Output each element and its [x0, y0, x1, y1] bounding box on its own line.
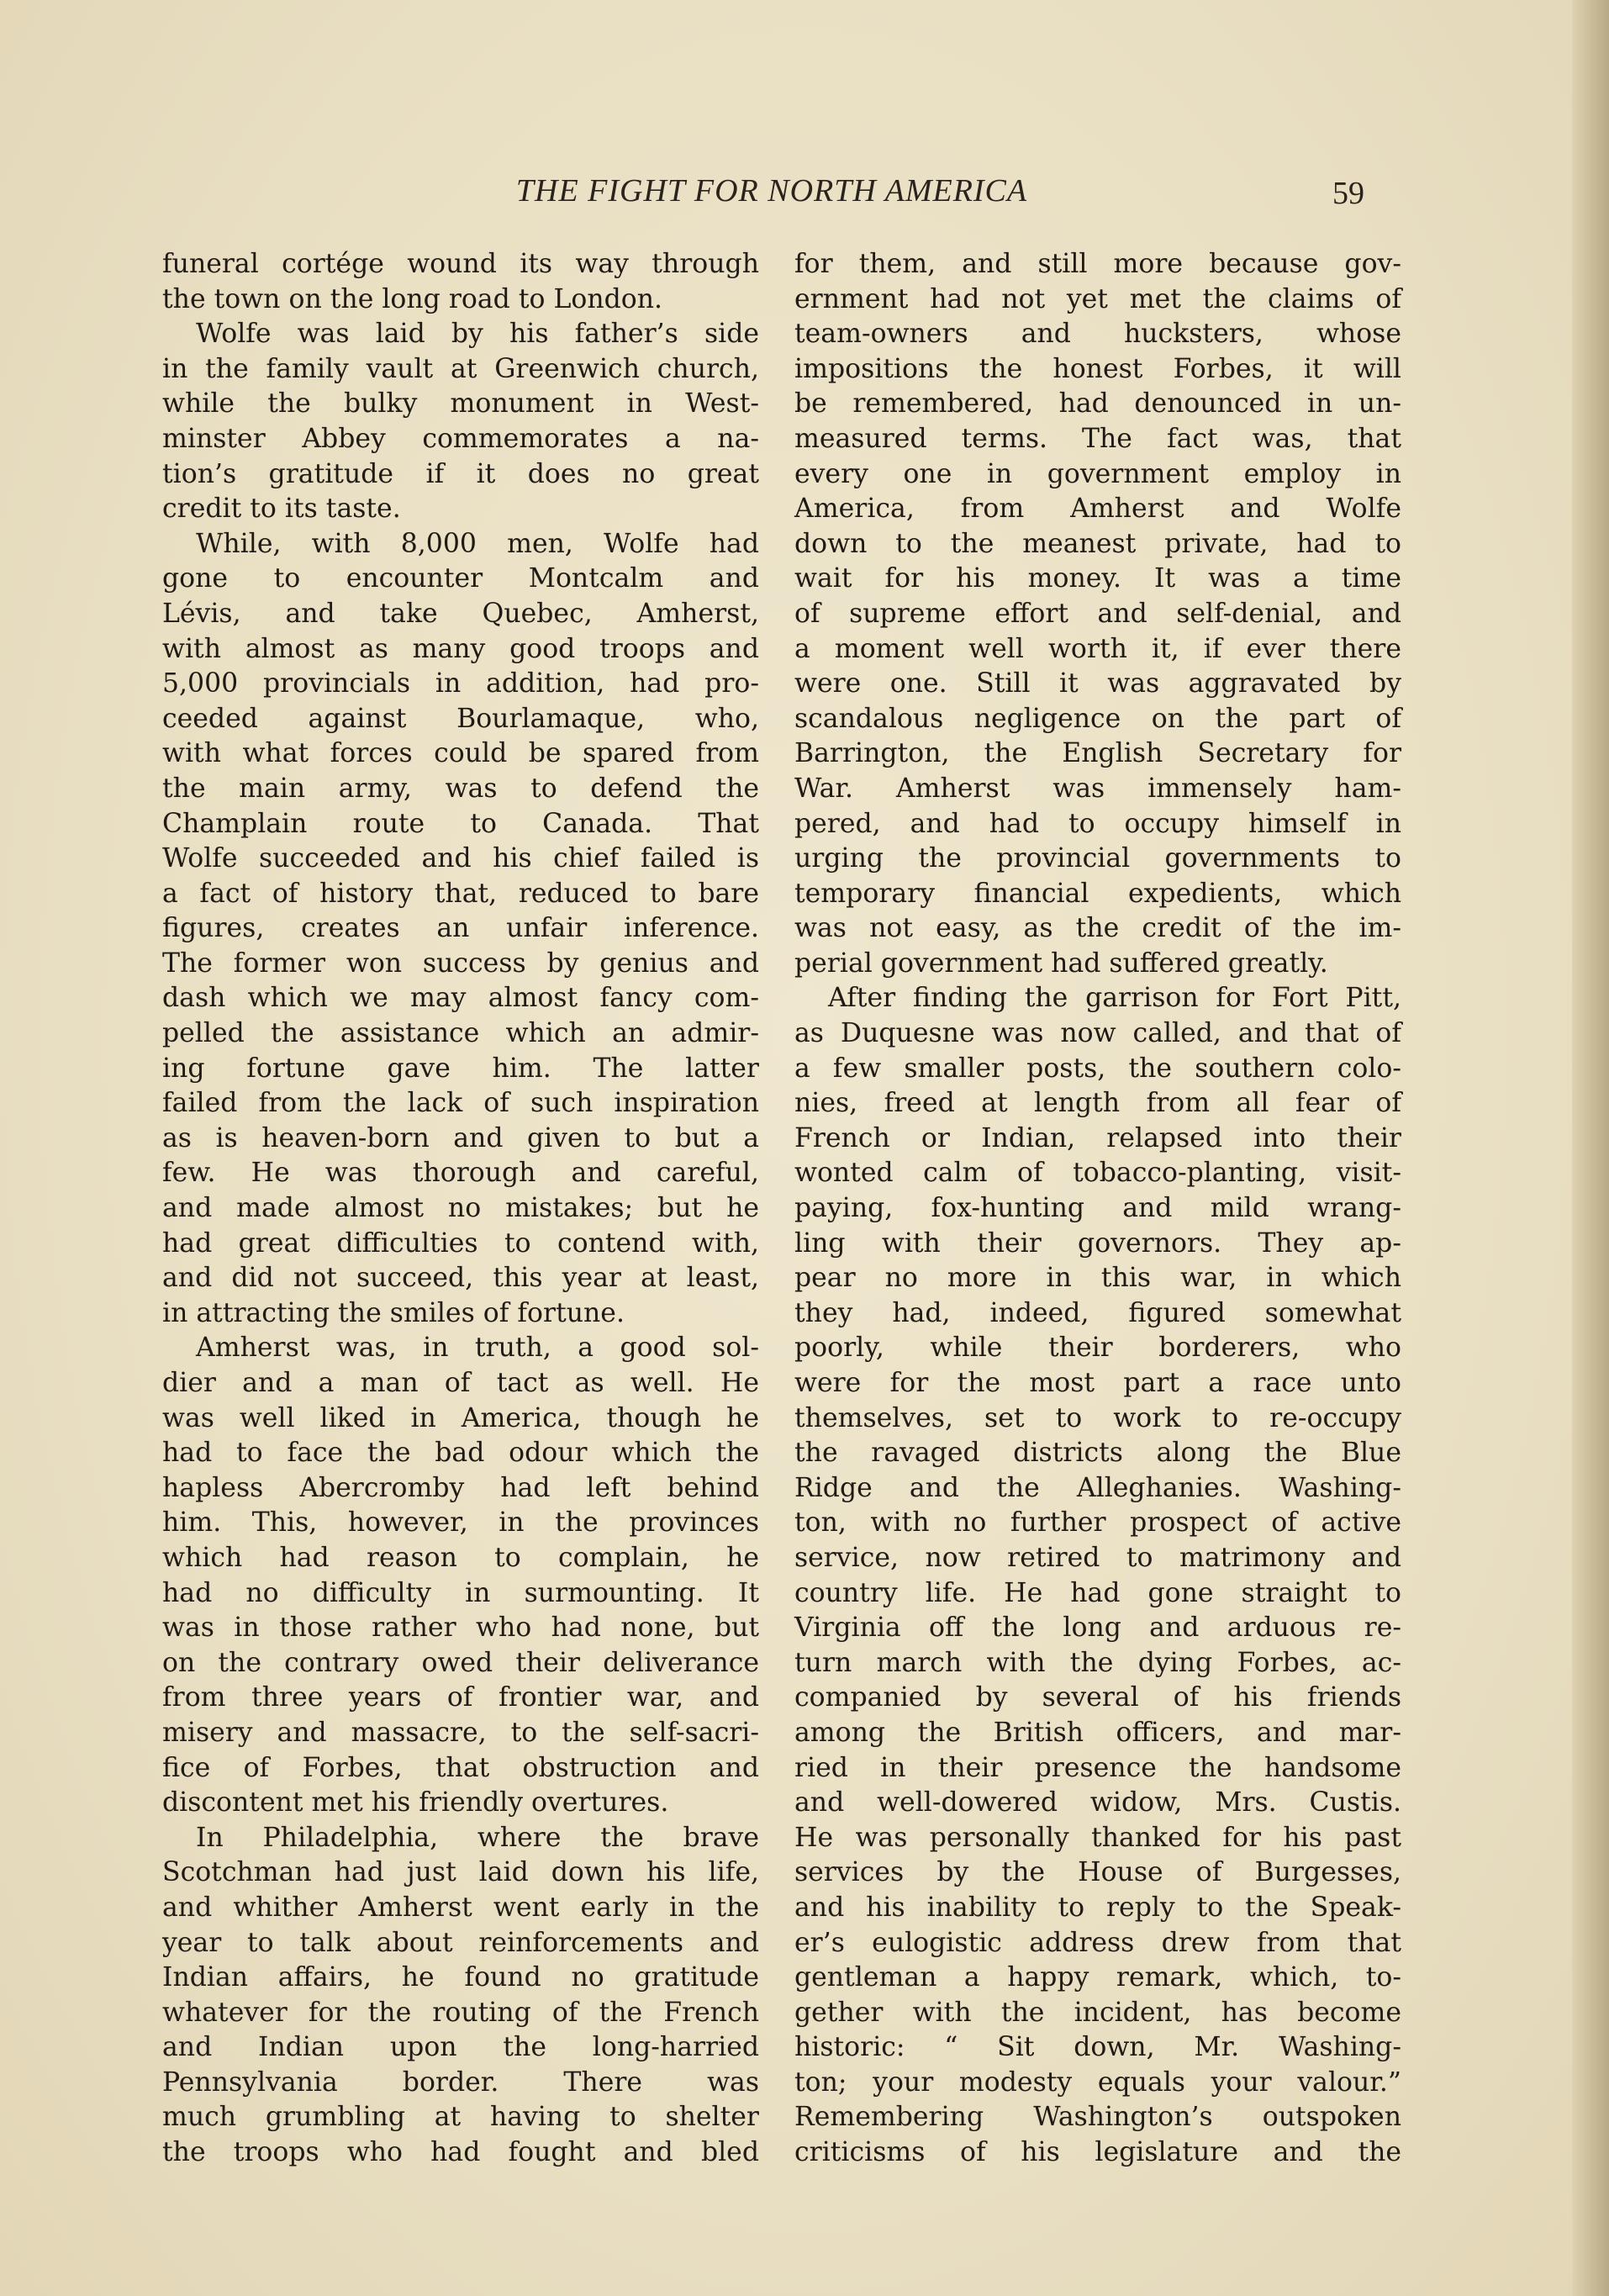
text-line: failed from the lack of such inspiration	[162, 1088, 759, 1119]
text-line: of supreme effort and self-denial, and	[794, 598, 1401, 629]
text-line: er’s eulogistic address drew from that	[794, 1927, 1401, 1958]
text-line: ing fortune gave him. The latter	[162, 1053, 759, 1084]
text-line: was not easy, as the credit of the im-	[794, 913, 1401, 944]
text-line: Ridge and the Alleghanies. Washing-	[794, 1472, 1401, 1503]
text-line: few. He was thorough and careful,	[162, 1158, 759, 1189]
text-line: scandalous negligence on the part of	[794, 703, 1401, 734]
text-line: Remembering Washington’s outspoken	[794, 2102, 1401, 2133]
text-line: The former won success by genius and	[162, 947, 759, 979]
text-line: in the family vault at Greenwich church,	[162, 353, 759, 384]
text-line: He was personally thanked for his past	[794, 1822, 1401, 1853]
text-line: misery and massacre, to the self-sacri-	[162, 1717, 759, 1748]
text-line: year to talk about reinforcements and	[162, 1927, 759, 1958]
text-line: as Duquesne was now called, and that of	[794, 1018, 1401, 1049]
text-line: urging the provincial governments to	[794, 843, 1401, 874]
text-line: pear no more in this war, in which	[794, 1263, 1401, 1294]
text-line: him. This, however, in the provinces	[162, 1507, 759, 1539]
text-line: with what forces could be spared from	[162, 738, 759, 769]
text-line: the town on the long road to London.	[162, 283, 663, 314]
text-line: ernment had not yet met the claims of	[794, 283, 1401, 314]
text-line: a few smaller posts, the southern colo-	[794, 1053, 1401, 1084]
text-line: country life. He had gone straight to	[794, 1577, 1401, 1608]
text-line: the main army, was to defend the	[162, 773, 759, 804]
text-line: Lévis, and take Quebec, Amherst,	[162, 598, 759, 629]
text-line: poorly, while their borderers, who	[794, 1333, 1401, 1364]
text-line: ton, with no further prospect of active	[794, 1507, 1401, 1539]
text-line: perial government had suffered greatly.	[794, 947, 1328, 979]
text-line: hapless Abercromby had left behind	[162, 1472, 759, 1503]
text-line: and whither Amherst went early in the	[162, 1892, 759, 1923]
text-line: team-owners and hucksters, whose	[794, 319, 1401, 350]
text-line: temporary financial expedients, which	[794, 878, 1401, 909]
text-line: In Philadelphia, where the brave	[196, 1822, 759, 1853]
text-line: services by the House of Burgesses,	[794, 1857, 1401, 1888]
text-line: Pennsylvania border. There was	[162, 2066, 759, 2098]
text-line: ceeded against Bourlamaque, who,	[162, 703, 759, 734]
text-line: gone to encounter Montcalm and	[162, 563, 759, 594]
text-line: and well-dowered widow, Mrs. Custis.	[794, 1787, 1401, 1818]
text-line: had no difficulty in surmounting. It	[162, 1577, 759, 1608]
text-line: funeral cortége wound its way through	[162, 249, 759, 279]
text-line: dier and a man of tact as well. He	[162, 1368, 759, 1398]
text-line: Indian affairs, he found no gratitude	[162, 1962, 759, 1993]
text-line: which had reason to complain, he	[162, 1542, 759, 1573]
text-line: whatever for the routing of the French	[162, 1997, 759, 2028]
text-line: were for the most part a race unto	[794, 1368, 1401, 1398]
text-line: paying, fox-hunting and mild wrang-	[794, 1193, 1401, 1224]
text-line: criticisms of his legislature and the	[794, 2137, 1401, 2168]
text-line: and his inability to reply to the Speak-	[794, 1892, 1401, 1923]
text-line: wait for his money. It was a time	[794, 563, 1401, 594]
text-line: the troops who had fought and bled	[162, 2137, 759, 2168]
text-line: credit to its taste.	[162, 494, 401, 525]
text-line: After finding the garrison for Fort Pitt,	[828, 983, 1401, 1014]
text-line: minster Abbey commemorates a na-	[162, 423, 759, 454]
running-head: THE FIGHT FOR NORTH AMERICA	[515, 173, 1028, 208]
text-line: historic: “ Sit down, Mr. Washing-	[794, 2032, 1401, 2063]
text-line: every one in government employ in	[794, 458, 1401, 489]
text-line: much grumbling at having to shelter	[162, 2102, 759, 2133]
text-line: on the contrary owed their deliverance	[162, 1647, 759, 1678]
text-line: pelled the assistance which an admir-	[162, 1018, 759, 1049]
text-line: and made almost no mistakes; but he	[162, 1193, 759, 1224]
text-line: was in those rather who had none, but	[162, 1612, 759, 1644]
text-line: had great difficulties to contend with,	[162, 1227, 759, 1259]
text-line: companied by several of his friends	[794, 1682, 1401, 1713]
text-line: America, from Amherst and Wolfe	[794, 494, 1401, 525]
text-line: nies, freed at length from all fear of	[794, 1088, 1401, 1119]
text-line: French or Indian, relapsed into their	[794, 1122, 1401, 1153]
text-line: a fact of history that, reduced to bare	[162, 878, 759, 909]
text-line: Amherst was, in truth, a good sol-	[196, 1333, 759, 1364]
text-line: were one. Still it was aggravated by	[794, 668, 1401, 699]
text-line: gether with the incident, has become	[794, 1997, 1401, 2028]
text-line: had to face the bad odour which the	[162, 1438, 759, 1469]
text-line: as is heaven-born and given to but a	[162, 1122, 759, 1153]
text-line: Barrington, the English Secretary for	[794, 738, 1401, 769]
text-line: gentleman a happy remark, which, to-	[794, 1962, 1401, 1993]
text-line: a moment well worth it, if ever there	[794, 633, 1401, 664]
text-line: ton; your modesty equals your valour.”	[794, 2066, 1401, 2098]
text-line: dash which we may almost fancy com-	[162, 983, 759, 1014]
text-line: while the bulky monument in West-	[162, 388, 759, 420]
text-line: the ravaged districts along the Blue	[794, 1438, 1401, 1469]
page-edge	[1572, 0, 1609, 2296]
text-line: turn march with the dying Forbes, ac-	[794, 1647, 1401, 1678]
text-line: was well liked in America, though he	[162, 1402, 759, 1433]
text-line: ling with their governors. They ap-	[794, 1227, 1401, 1259]
text-line: service, now retired to matrimony and	[794, 1542, 1401, 1573]
text-line: among the British officers, and mar-	[794, 1717, 1401, 1748]
text-line: they had, indeed, figured somewhat	[794, 1297, 1401, 1328]
text-line: tion’s gratitude if it does no great	[162, 458, 759, 489]
text-line: Champlain route to Canada. That	[162, 808, 759, 839]
text-line: wonted calm of tobacco-planting, visit-	[794, 1158, 1401, 1189]
text-line: from three years of frontier war, and	[162, 1682, 759, 1713]
text-line: be remembered, had denounced in un-	[794, 388, 1401, 420]
text-line: Scotchman had just laid down his life,	[162, 1857, 759, 1888]
text-line: impositions the honest Forbes, it will	[794, 353, 1401, 384]
text-line: War. Amherst was immensely ham-	[794, 773, 1401, 804]
text-line: pered, and had to occupy himself in	[794, 808, 1401, 839]
text-line: ried in their presence the handsome	[794, 1752, 1401, 1783]
text-line: down to the meanest private, had to	[794, 528, 1401, 559]
left-text-column	[162, 247, 759, 2171]
right-text-column	[794, 247, 1401, 2171]
text-line: with almost as many good troops and	[162, 633, 759, 664]
text-line: measured terms. The fact was, that	[794, 423, 1401, 454]
text-line: themselves, set to work to re-occupy	[794, 1402, 1401, 1433]
text-line: fice of Forbes, that obstruction and	[162, 1752, 759, 1783]
text-line: in attracting the smiles of fortune.	[162, 1297, 625, 1328]
text-line: for them, and still more because gov-	[794, 249, 1401, 279]
text-line: While, with 8,000 men, Wolfe had	[196, 528, 759, 559]
text-line: figures, creates an unfair inference.	[162, 913, 759, 944]
text-line: and did not succeed, this year at least,	[162, 1263, 759, 1294]
text-line: Wolfe was laid by his father’s side	[196, 319, 759, 350]
text-line: discontent met his friendly overtures.	[162, 1787, 669, 1818]
text-line: Virginia off the long and arduous re-	[794, 1612, 1401, 1644]
text-line: 5,000 provincials in addition, had pro-	[162, 668, 759, 699]
text-line: and Indian upon the long-harried	[162, 2032, 759, 2063]
text-line: Wolfe succeeded and his chief failed is	[162, 843, 759, 874]
page-number: 59	[1332, 176, 1364, 211]
